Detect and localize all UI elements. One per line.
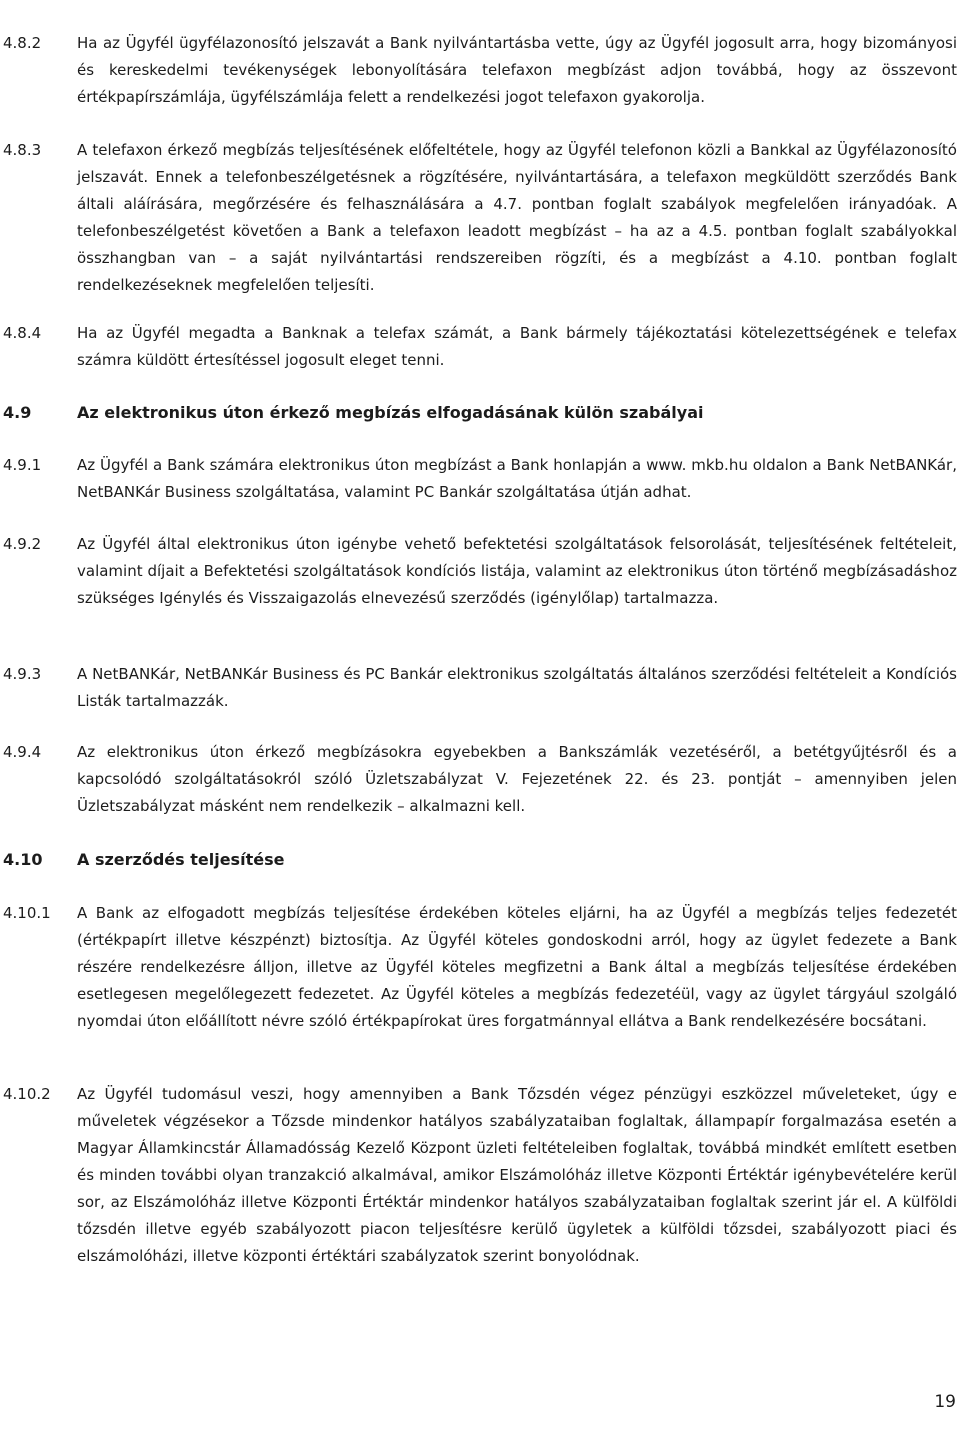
section-number: 4.10.1 bbox=[3, 904, 51, 922]
section-text: A NetBANKár, NetBANKár Business és PC Bankár elektronikus szolgáltatás általános szerződési feltételeit a Kondíciós Listák tartalmazzák. bbox=[77, 665, 957, 710]
section-text: Az Ügyfél a Bank számára elektronikus úton megbízást a Bank honlapján a www. mkb.hu oldalon a Bank NetBANKár, NetBANKár Business szolgáltatása, valamint PC Bankár szolgáltatása útján adhat. bbox=[77, 456, 957, 501]
section-text: Az elektronikus úton érkező megbízásokra egyebekben a Bankszámlák vezetéséről, a betétgyűjtésről és a kapcsolódó szolgáltatásokról szóló Üzletszabályzat V. Fejezetének 22. és 23. pontját – amennyiben jelen Üzletszabályzat másként nem rendelkezik – alkalmazni kell. bbox=[77, 743, 957, 815]
heading-number: 4.9 bbox=[3, 403, 32, 422]
section-text: Az Ügyfél által elektronikus úton igénybe vehető befektetési szolgáltatások felsorolását, teljesítésének feltételeit, valamint díjait a Befektetési szolgáltatások kondíciós listája, valamint az elektronikus úton történő megbízásadáshoz szükséges Igénylés és Visszaigazolás elnevezésű szerződés (igénylőlap) tartalmazza. bbox=[77, 535, 957, 607]
heading-text: Az elektronikus úton érkező megbízás elfogadásának külön szabályai bbox=[77, 403, 704, 422]
heading-text: A szerződés teljesítése bbox=[77, 850, 285, 869]
section-number: 4.9.1 bbox=[3, 456, 42, 474]
section-number: 4.8.4 bbox=[3, 324, 42, 342]
section-number: 4.8.3 bbox=[3, 141, 42, 159]
heading-number: 4.10 bbox=[3, 850, 43, 869]
section-text: A Bank az elfogadott megbízás teljesítése érdekében köteles eljárni, ha az Ügyfél a megbízás teljes fedezetét (értékpapírt illetve készpénzt) biztosítja. Az Ügyfél köteles gondoskodni arról, hogy az ügylet fedezete a Bank részére rendelkezésre álljon, illetve az Ügyfél köteles megfizetni a Bank által a megbízás teljesítése érdekében esetlegesen megelőlegezett fedezetet. Az Ügyfél köteles a megbízás fedezetéül, vagy az ügylet tárgyául szolgáló nyomdai úton előállított névre szóló értékpapírokat üres forgatmánnyal ellátva a Bank rendelkezésére bocsátani. bbox=[77, 904, 957, 1030]
section-number: 4.9.4 bbox=[3, 743, 42, 761]
section-number: 4.9.2 bbox=[3, 535, 42, 553]
section-number: 4.9.3 bbox=[3, 665, 42, 683]
section-text: A telefaxon érkező megbízás teljesítésének előfeltétele, hogy az Ügyfél telefonon közli a Bankkal az Ügyfélazonosító jelszavát. Ennek a telefonbeszélgetésnek a rögzítésére, nyilvántartására, a telefaxon megküldött szerződés Bank általi aláírására, megőrzésére és felhasználására a 4.7. pontban foglalt szabályok megfelelően irányadóak. A telefonbeszélgetést követően a Bank a telefaxon leadott megbízást – ha az a 4.5. pontban foglalt szabályokkal összhangban van – a saját nyilvántartási rendszereiben rögzíti, és a megbízást a 4.10. pontban foglalt rendelkezéseknek megfelelően teljesíti. bbox=[77, 141, 957, 294]
section-number: 4.10.2 bbox=[3, 1085, 51, 1103]
section-text: Ha az Ügyfél megadta a Banknak a telefax számát, a Bank bármely tájékoztatási kötelezettségének e telefax számra küldött értesítéssel jogosult eleget tenni. bbox=[77, 324, 957, 369]
section-number: 4.8.2 bbox=[3, 34, 42, 52]
section-text: Ha az Ügyfél ügyfélazonosító jelszavát a Bank nyilvántartásba vette, úgy az Ügyfél jogosult arra, hogy bizományosi és kereskedelmi tevékenységek lebonyolítására telefaxon megbízást adjon továbbá, hogy az összevont értékpapírszámlája, ügyfélszámlája felett a rendelkezési jogot telefaxon gyakorolja. bbox=[77, 34, 957, 106]
section-text: Az Ügyfél tudomásul veszi, hogy amennyiben a Bank Tőzsdén végez pénzügyi eszközzel műveleteket, úgy e műveletek végzésekor a Tőzsde mindenkor hatályos szabályzataiban foglaltak, állampapír forgalmazása esetén a Magyar Államkincstár Államadósság Kezelő Központ üzleti feltételeiben foglaltak, továbbá mindkét említett esetben és minden további olyan tranzakció alkalmával, amikor Elszámolóház illetve Központi Értéktár igénybevételére kerül sor, az Elszámolóház illetve Központi Értéktár mindenkor hatályos szabályzataiban foglaltak szerint jár el. A külföldi tőzsdén illetve egyéb szabályozott piacon teljesítésre kerülő ügyletek a külföldi tőzsdei, szabályozott piaci és elszámolóházi, illetve központi értéktári szabályzatok szerint bonyolódnak. bbox=[77, 1085, 957, 1265]
page-number: 19 bbox=[934, 1392, 956, 1412]
